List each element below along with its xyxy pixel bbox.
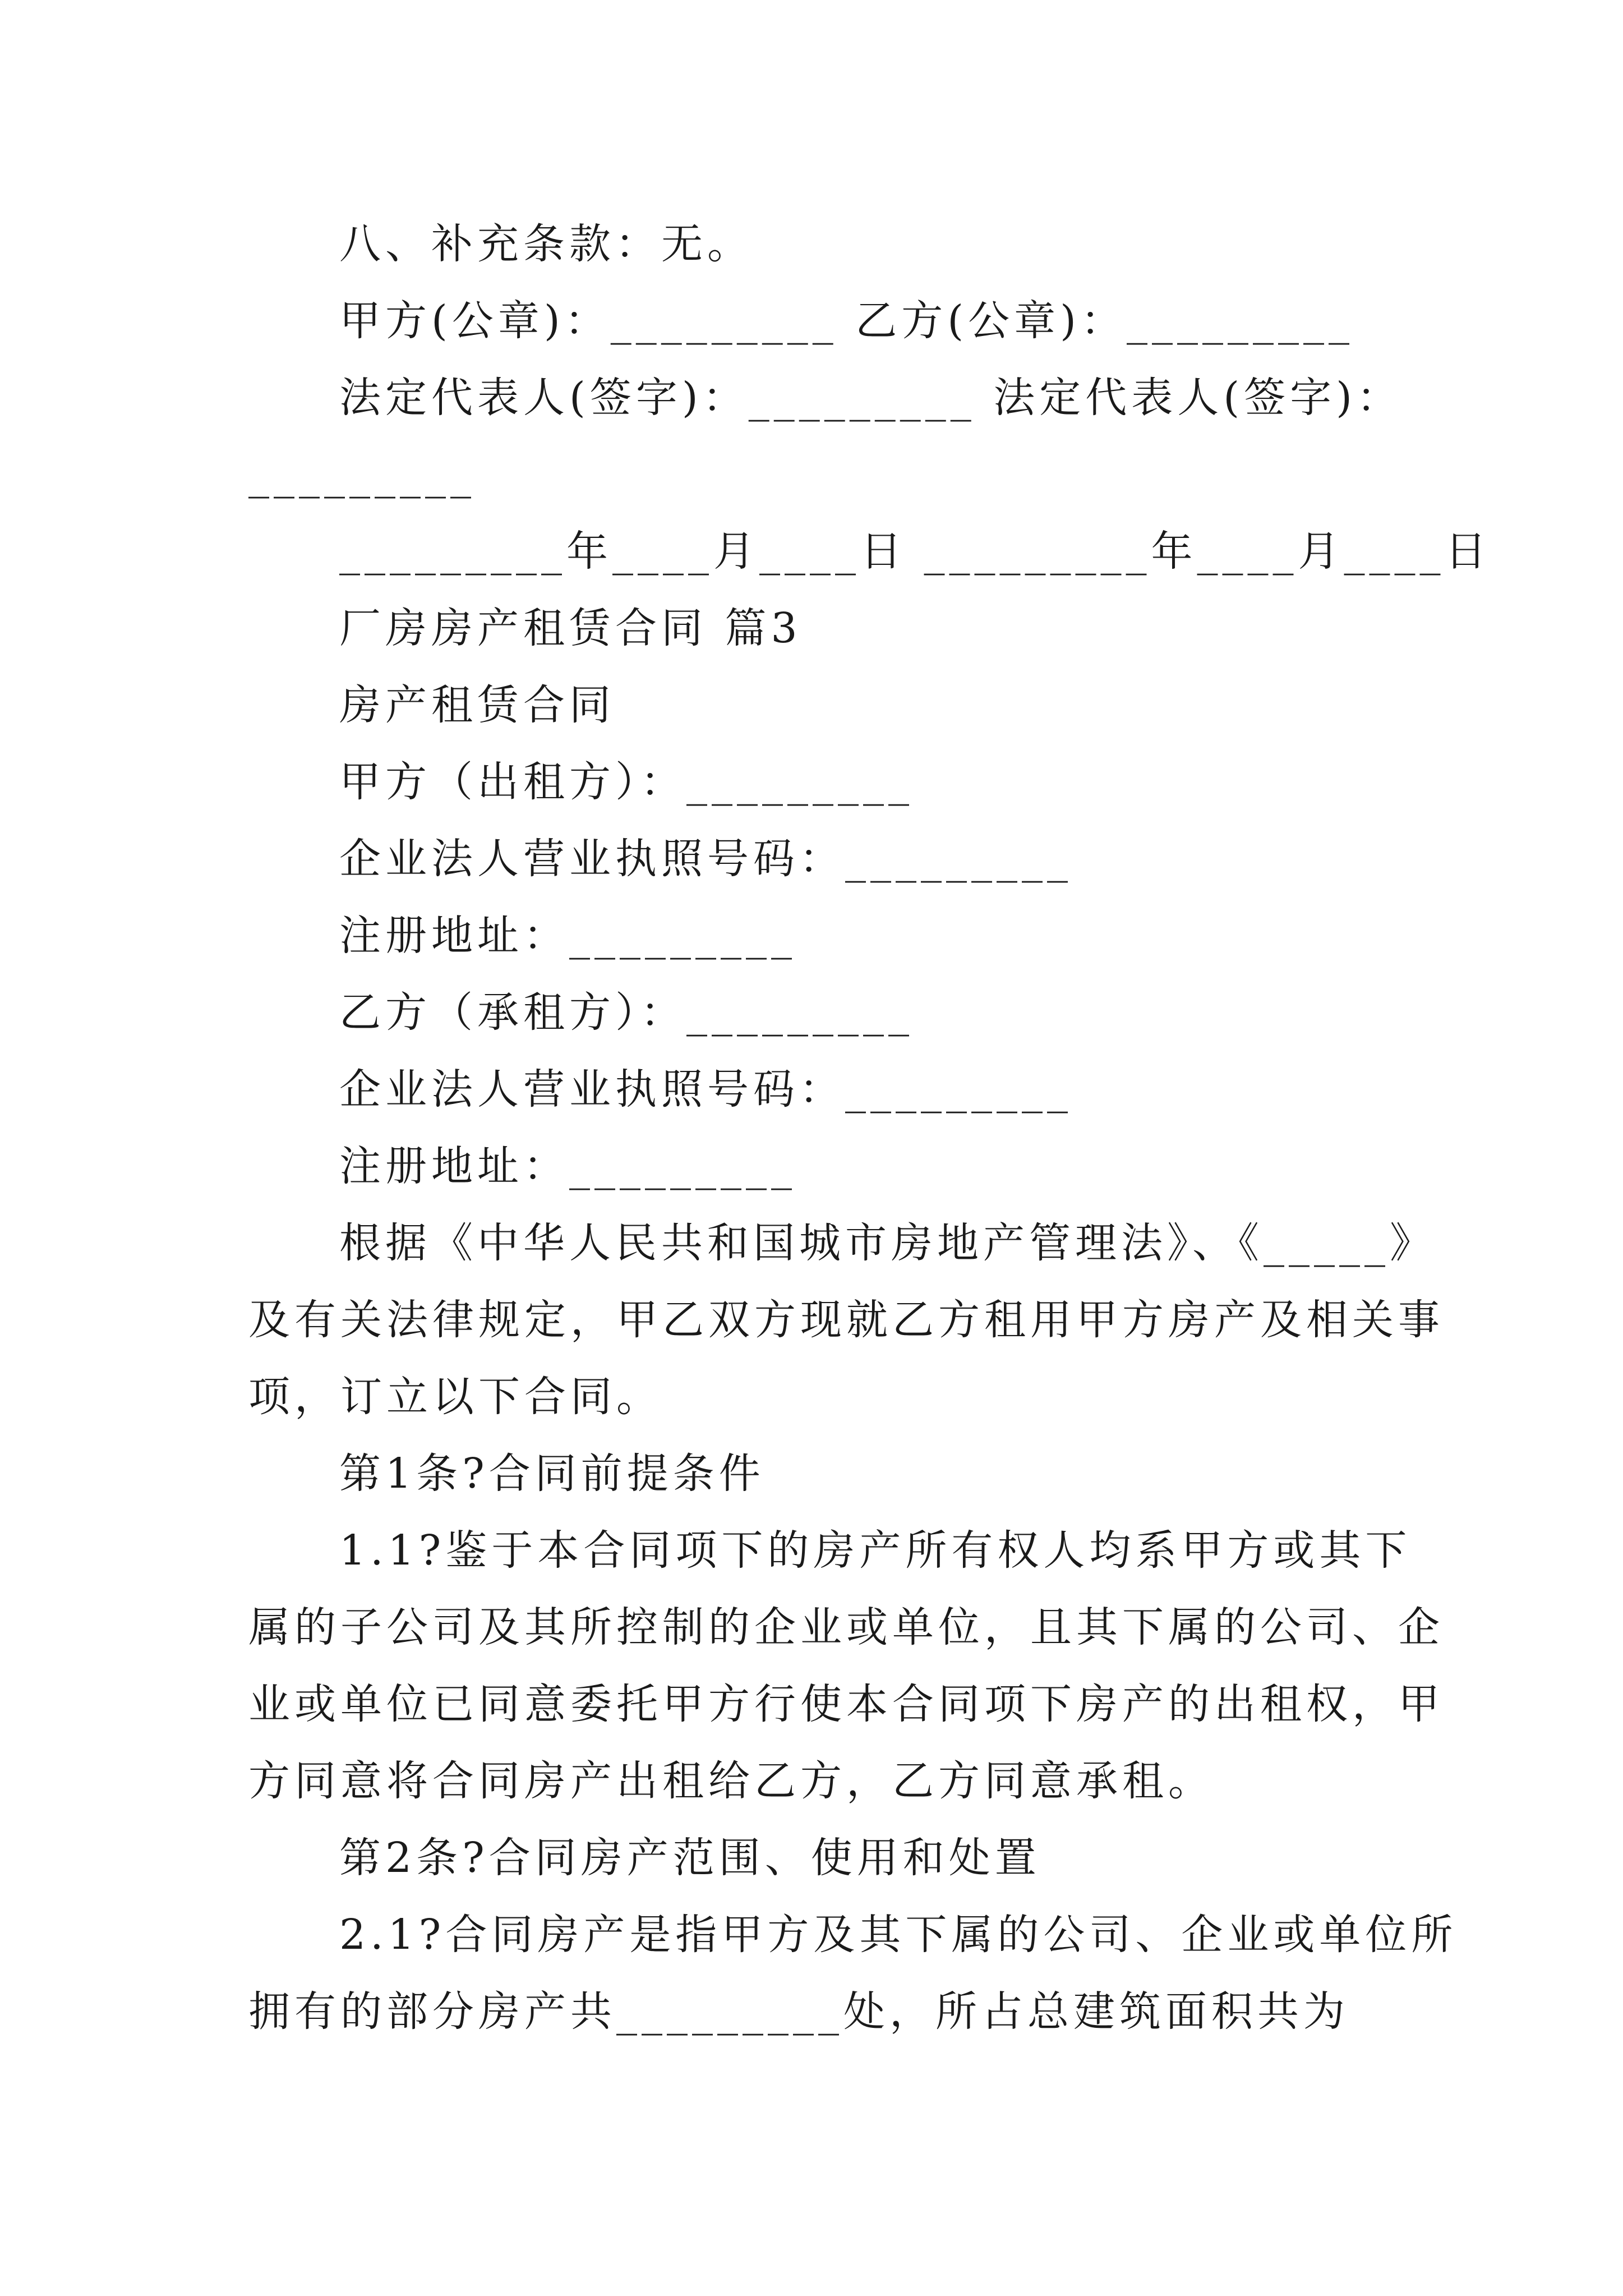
paragraph-line: 拥有的部分房产共_________处，所占总建筑面积共为 xyxy=(248,1987,1349,2036)
party-a-address-field: 注册地址：_________ xyxy=(339,912,796,960)
date-line: _________年____月____日 _________年____月____日 xyxy=(339,527,1491,576)
seal-line: 甲方(公章)：_________ 乙方(公章)：_________ xyxy=(339,297,1354,345)
contract-title: 房产租赁合同 xyxy=(339,681,615,729)
paragraph-line: 1.1?鉴于本合同项下的房产所有权人均系甲方或其下 xyxy=(339,1526,1412,1575)
paragraph-line: 根据《中华人民共和国城市房地产管理法》、《_____》 xyxy=(339,1219,1436,1267)
paragraph-line: 业或单位已同意委托甲方行使本合同项下房产的出租权，甲 xyxy=(248,1680,1444,1728)
clause-supplementary: 八、补充条款：无。 xyxy=(339,220,753,268)
party-a-license-field: 企业法人营业执照号码：_________ xyxy=(339,835,1072,883)
article-2-heading: 第2条?合同房产范围、使用和处置 xyxy=(339,1834,1041,1882)
article-1-heading: 第1条?合同前提条件 xyxy=(339,1450,765,1498)
paragraph-line: 项，订立以下合同。 xyxy=(248,1373,662,1421)
paragraph-line: 2.1?合同房产是指甲方及其下属的公司、企业或单位所 xyxy=(339,1911,1458,1959)
party-b-license-field: 企业法人营业执照号码：_________ xyxy=(339,1065,1072,1114)
paragraph-line: 方同意将合同房产出租给乙方，乙方同意承租。 xyxy=(248,1757,1214,1805)
party-b-field: 乙方（承租方）：_________ xyxy=(339,988,914,1037)
signature-blank: _________ xyxy=(248,450,476,499)
party-b-address-field: 注册地址：_________ xyxy=(339,1142,796,1190)
paragraph-line: 属的子公司及其所控制的企业或单位，且其下属的公司、企 xyxy=(248,1603,1444,1651)
party-a-field: 甲方（出租方）：_________ xyxy=(339,758,914,806)
paragraph-line: 及有关法律规定，甲乙双方现就乙方租用甲方房产及相关事 xyxy=(248,1296,1444,1344)
signature-line: 法定代表人(签字)：_________ 法定代表人(签字)： xyxy=(339,374,1403,422)
section-title: 厂房房产租赁合同 篇3 xyxy=(339,604,802,652)
